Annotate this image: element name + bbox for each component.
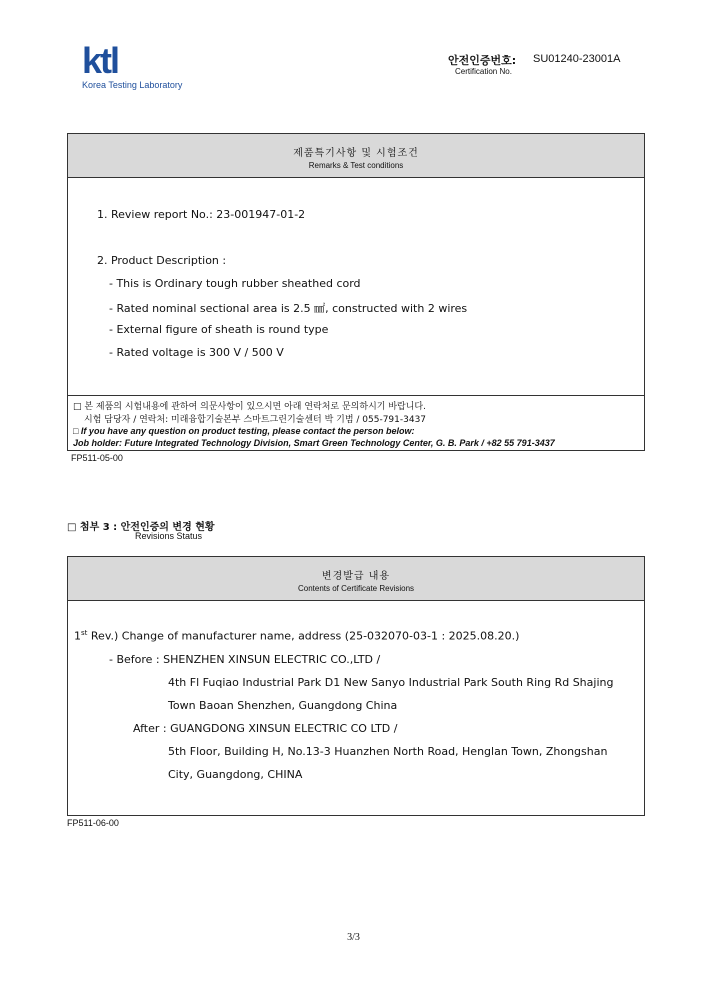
contact-ko-line: □ 본 제품의 시험내용에 관하여 의문사항이 있으시면 아래 연락처로 문의하시기 바랍니다. (73, 402, 426, 412)
remarks-box (67, 133, 645, 451)
after-label: After : (133, 722, 171, 735)
form-code: FP511-06-00 (67, 818, 119, 828)
logo-mark: ktl (82, 40, 119, 81)
logo-subtitle: Korea Testing Laboratory (82, 80, 183, 90)
form-code: FP511-05-00 (71, 453, 123, 463)
cert-label-ko: 안전인증번호: (448, 54, 517, 67)
contact-en-line: Job holder: Future Integrated Technology Division, Smart Green Technology Center, G. B. Park / +82 55 791-3437 (73, 438, 555, 448)
after-address-line: City, Guangdong, CHINA (168, 768, 303, 781)
before-address-line: 4th Fl Fuqiao Industrial Park D1 New Sanyo Industrial Park South Ring Rd Shajing (168, 676, 614, 689)
desc-line: - Rated nominal sectional area is 2.5 ㎟, constructed with 2 wires (109, 302, 468, 315)
remarks-title-en: Remarks & Test conditions (308, 161, 404, 170)
contact-section (68, 395, 644, 448)
desc-line: - This is Ordinary tough rubber sheathed cord (109, 277, 361, 290)
after-address-line: 5th Floor, Building H, No.13-3 Huanzhen North Road, Henglan Town, Zhongshan (168, 745, 608, 758)
remarks-title-ko: 제품특기사항 및 시험조건 (293, 148, 419, 159)
desc-line: - Rated voltage is 300 V / 500 V (109, 346, 284, 359)
before-label: - Before : (109, 653, 164, 666)
revisions-header (68, 557, 644, 601)
revisions-title-en: Contents of Certificate Revisions (297, 584, 415, 593)
after-line (133, 722, 397, 735)
attachment-title: □ 첨부 3 : 안전인증의 변경 현황 (67, 522, 215, 533)
revision-line (74, 629, 519, 643)
cert-label-en: Certification No. (455, 67, 512, 76)
ktl-logo (82, 40, 183, 90)
contact-en-line: □ If you have any question on product testing, please contact the person below: (73, 426, 415, 436)
page-number: 3/3 (347, 932, 360, 943)
revisions-box (67, 556, 645, 816)
cert-number: SU01240-23001A (533, 53, 621, 65)
before-name: SHENZHEN XINSUN ELECTRIC CO.,LTD / (163, 653, 381, 666)
product-description-item: 2. Product Description : (97, 254, 227, 267)
attachment-subtitle: Revisions Status (135, 531, 203, 541)
remarks-header (68, 134, 644, 178)
revision-text: Rev.) Change of manufacturer name, address (25-032070-03-1 : 2025.08.20.) (87, 629, 520, 643)
contact-ko-line: 시험 담당자 / 연락처: 미래융합기술본부 스마트그린기술센터 박 기범 / 055-791-3437 (84, 415, 427, 425)
revision-number: 1 (74, 629, 81, 643)
before-address-line: Town Baoan Shenzhen, Guangdong China (168, 699, 398, 712)
revision-ordinal: st (81, 629, 88, 637)
desc-line: - External figure of sheath is round type (109, 323, 329, 336)
after-name: GUANGDONG XINSUN ELECTRIC CO LTD / (170, 722, 398, 735)
review-report-item: 1. Review report No.: 23-001947-01-2 (97, 208, 306, 221)
before-line (109, 653, 380, 666)
revisions-title-ko: 변경발급 내용 (321, 571, 391, 582)
